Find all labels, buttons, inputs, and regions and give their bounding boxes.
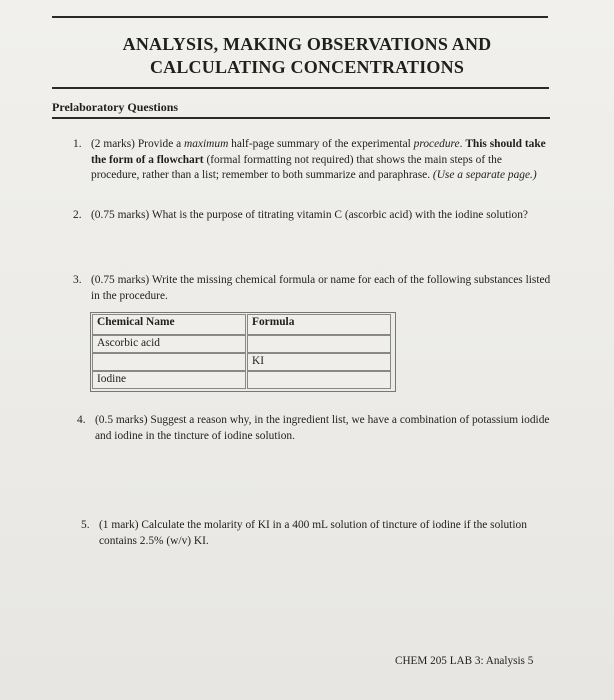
table-cell-formula[interactable] xyxy=(247,371,391,389)
question-number: 5. xyxy=(81,519,90,531)
question-text: (2 marks) Provide a maximum half-page summary of the experimental procedure. This should take the form of a flowchart (formal formatting not required) that shows the main steps of the procedure, rather than a list; remember to both summarize and paraphrase. (Use a separate page.) xyxy=(91,138,546,181)
question-5 xyxy=(81,518,553,549)
section-heading: Prelaboratory Questions xyxy=(52,100,179,114)
table-cell-formula: KI xyxy=(247,353,391,371)
table-header-formula: Formula xyxy=(247,314,391,335)
question-4 xyxy=(77,413,553,444)
title-line-2: CALCULATING CONCENTRATIONS xyxy=(149,57,465,77)
top-rule xyxy=(52,16,548,18)
question-text: (0.75 marks) What is the purpose of titrating vitamin C (ascorbic acid) with the iodine solution? xyxy=(91,209,528,221)
emphasis-procedure: procedure xyxy=(413,138,460,150)
table-cell-name[interactable] xyxy=(92,353,246,371)
question-number: 2. xyxy=(73,209,82,221)
question-text: (0.5 marks) Suggest a reason why, in the ingredient list, we have a combination of potassium iodide and iodine in the tincture of iodine solution. xyxy=(95,414,550,442)
emphasis-maximum: maximum xyxy=(184,138,229,150)
question-2 xyxy=(73,208,553,224)
question-number: 3. xyxy=(73,274,82,286)
question-number: 4. xyxy=(77,414,86,426)
table-cell-name: Iodine xyxy=(92,371,246,389)
title-underline-rule xyxy=(52,87,549,89)
table-cell-formula[interactable] xyxy=(247,335,391,353)
table-cell-name: Ascorbic acid xyxy=(92,335,246,353)
section-underline-rule xyxy=(52,117,550,119)
title-line-1: ANALYSIS, MAKING OBSERVATIONS AND xyxy=(122,34,492,54)
bold-instruction: This should take the form of a flowchart xyxy=(91,138,546,166)
page-title xyxy=(0,33,614,79)
question-text: (1 mark) Calculate the molarity of KI in a 400 mL solution of tincture of iodine if the solution contains 2.5% (w/v) KI. xyxy=(99,519,527,547)
question-text: (0.75 marks) Write the missing chemical formula or name for each of the following substances listed in the procedure. xyxy=(91,274,551,302)
question-3 xyxy=(73,273,553,304)
chemical-table xyxy=(90,312,396,392)
page-footer: CHEM 205 LAB 3: Analysis 5 xyxy=(395,655,534,667)
question-number: 1. xyxy=(73,138,82,150)
question-1 xyxy=(73,137,553,184)
table-header-chemical-name: Chemical Name xyxy=(92,314,246,335)
italic-note: (Use a separate page.) xyxy=(432,169,537,181)
